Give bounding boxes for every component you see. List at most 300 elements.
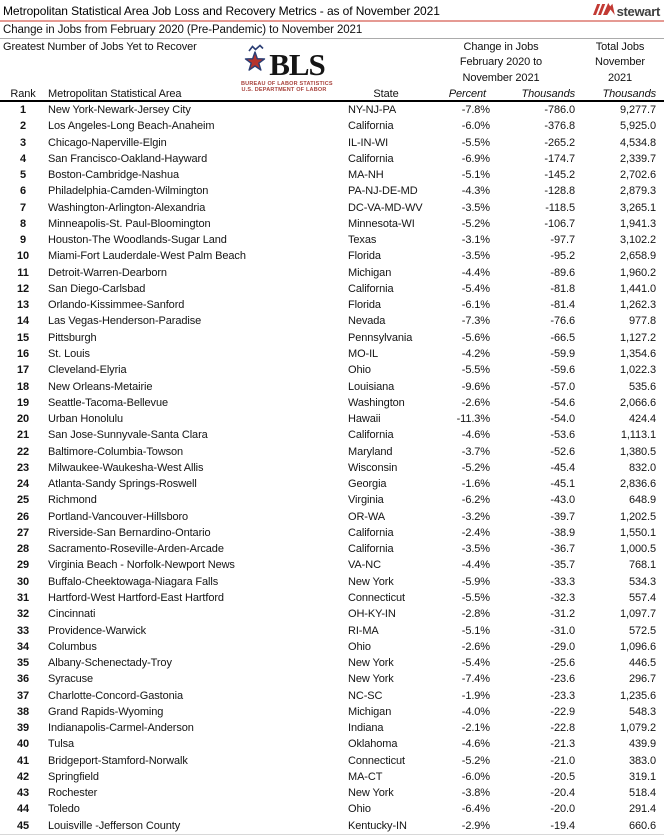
total-cell: 548.3 bbox=[628, 705, 656, 718]
rank-cell: 29 bbox=[16, 559, 30, 572]
thousands-cell: -39.7 bbox=[550, 510, 575, 523]
percent-cell: -2.1% bbox=[461, 722, 490, 735]
table-row bbox=[0, 444, 664, 460]
total-cell: 9,277.7 bbox=[619, 104, 656, 116]
table-row bbox=[0, 101, 664, 118]
rank-cell: 2 bbox=[19, 120, 27, 133]
percent-cell: -4.6% bbox=[461, 429, 490, 442]
rank-cell: 28 bbox=[16, 543, 30, 556]
state-cell: Minnesota-WI bbox=[348, 217, 415, 230]
msa-cell: Orlando-Kissimmee-Sanford bbox=[48, 299, 185, 312]
total-cell: 3,102.2 bbox=[619, 234, 656, 247]
state-cell: Michigan bbox=[348, 705, 392, 718]
thousands-cell: -265.2 bbox=[544, 136, 575, 149]
percent-cell: -4.0% bbox=[461, 705, 490, 718]
column-header-row bbox=[0, 86, 664, 101]
state-cell: California bbox=[348, 282, 394, 295]
msa-cell: Chicago-Naperville-Elgin bbox=[48, 136, 167, 149]
total-cell: 439.9 bbox=[628, 738, 656, 751]
state-cell: Virginia bbox=[348, 494, 384, 507]
table-header-zone bbox=[0, 39, 664, 93]
msa-cell: Atlanta-Sandy Springs-Roswell bbox=[48, 478, 197, 491]
msa-cell: Bridgeport-Stamford-Norwalk bbox=[48, 754, 188, 767]
state-cell: New York bbox=[348, 673, 394, 686]
thousands-cell: -19.4 bbox=[550, 819, 575, 832]
state-cell: RI-MA bbox=[348, 624, 379, 637]
msa-cell: Indianapolis-Carmel-Anderson bbox=[48, 722, 194, 735]
rank-cell: 6 bbox=[19, 185, 27, 198]
table-row bbox=[0, 379, 664, 395]
thousands-cell: -81.8 bbox=[550, 282, 575, 295]
total-cell: 2,339.7 bbox=[619, 152, 656, 165]
state-cell: NY-NJ-PA bbox=[348, 104, 397, 116]
rank-cell: 25 bbox=[16, 494, 30, 507]
state-cell: New York bbox=[348, 657, 394, 670]
percent-cell: -5.2% bbox=[461, 217, 490, 230]
thousands-cell: -29.0 bbox=[550, 640, 575, 653]
state-cell: Hawaii bbox=[348, 413, 381, 426]
total-group-line1: Total Jobs bbox=[595, 41, 645, 53]
msa-cell: St. Louis bbox=[48, 347, 90, 360]
thousands-cell: -43.0 bbox=[550, 494, 575, 507]
total-cell: 319.1 bbox=[628, 770, 656, 783]
state-cell: New York bbox=[348, 787, 394, 800]
msa-cell: Seattle-Tacoma-Bellevue bbox=[48, 396, 168, 409]
total-cell: 572.5 bbox=[628, 624, 656, 637]
thousands-cell: -32.3 bbox=[550, 591, 575, 604]
percent-cell: -5.2% bbox=[461, 461, 490, 474]
state-cell: California bbox=[348, 526, 394, 539]
thousands-cell: -35.7 bbox=[550, 559, 575, 572]
msa-cell: San Jose-Sunnyvale-Santa Clara bbox=[48, 429, 208, 442]
thousands-cell: -118.5 bbox=[545, 201, 575, 214]
percent-cell: -7.8% bbox=[461, 104, 490, 116]
msa-cell: Cleveland-Elyria bbox=[48, 364, 127, 377]
report-subtitle-2: Greatest Number of Jobs Yet to Recover bbox=[3, 41, 197, 53]
percent-cell: -3.1% bbox=[461, 234, 490, 247]
percent-cell: -3.7% bbox=[461, 445, 490, 458]
thousands-cell: -38.9 bbox=[550, 526, 575, 539]
total-cell: 383.0 bbox=[628, 754, 656, 767]
table-row bbox=[0, 395, 664, 411]
bls-captions bbox=[241, 81, 333, 93]
table-row bbox=[0, 346, 664, 362]
table-row bbox=[0, 248, 664, 264]
percent-cell: -6.0% bbox=[461, 120, 490, 133]
table-row bbox=[0, 362, 664, 378]
state-cell: Maryland bbox=[348, 445, 393, 458]
thousands-cell: -20.0 bbox=[550, 803, 575, 816]
total-cell: 1,079.2 bbox=[619, 722, 656, 735]
bls-caption-line1: BUREAU OF LABOR STATISTICS bbox=[241, 81, 333, 87]
rank-cell: 35 bbox=[16, 657, 30, 670]
rank-cell: 23 bbox=[16, 461, 30, 474]
percent-column-header: Percent bbox=[448, 88, 486, 100]
total-cell: 518.4 bbox=[628, 787, 656, 800]
thousands-cell: -31.0 bbox=[550, 624, 575, 637]
percent-cell: -6.1% bbox=[461, 299, 490, 312]
rank-cell: 8 bbox=[19, 217, 27, 230]
percent-cell: -3.5% bbox=[461, 543, 490, 556]
msa-cell: Portland-Vancouver-Hillsboro bbox=[48, 510, 189, 523]
state-cell: California bbox=[348, 152, 394, 165]
msa-cell: Las Vegas-Henderson-Paradise bbox=[48, 315, 202, 328]
msa-cell: Philadelphia-Camden-Wilmington bbox=[48, 185, 209, 198]
rank-cell: 1 bbox=[19, 104, 27, 116]
percent-cell: -7.3% bbox=[461, 315, 490, 328]
state-cell: Texas bbox=[348, 234, 377, 247]
msa-cell: Virginia Beach - Norfolk-Newport News bbox=[48, 559, 235, 572]
msa-cell: New Orleans-Metairie bbox=[48, 380, 153, 393]
thousands-cell: -31.2 bbox=[550, 608, 575, 621]
state-cell: Ohio bbox=[348, 364, 371, 377]
percent-cell: -2.8% bbox=[461, 608, 490, 621]
msa-cell: Richmond bbox=[48, 494, 97, 507]
rank-cell: 45 bbox=[16, 819, 30, 832]
bls-acronym: BLS bbox=[269, 47, 325, 82]
title-bar bbox=[0, 0, 664, 22]
thousands-cell: -57.0 bbox=[550, 380, 575, 393]
state-cell: PA-NJ-DE-MD bbox=[348, 185, 418, 198]
thousands-cell: -22.8 bbox=[550, 722, 575, 735]
total-cell: 1,022.3 bbox=[619, 364, 656, 377]
total-cell: 768.1 bbox=[628, 559, 656, 572]
table-row bbox=[0, 541, 664, 557]
msa-cell: Louisville -Jefferson County bbox=[48, 819, 181, 832]
percent-cell: -3.5% bbox=[461, 250, 490, 263]
thousands-cell: -20.5 bbox=[550, 770, 575, 783]
state-cell: New York bbox=[348, 575, 394, 588]
rank-cell: 17 bbox=[16, 364, 30, 377]
table-row bbox=[0, 216, 664, 232]
table-row bbox=[0, 183, 664, 199]
thousands-cell: -23.3 bbox=[550, 689, 575, 702]
table-row bbox=[0, 509, 664, 525]
percent-cell: -4.4% bbox=[461, 266, 490, 279]
total-cell: 1,262.3 bbox=[619, 299, 656, 312]
rank-cell: 22 bbox=[16, 445, 30, 458]
report-subtitle-1: Change in Jobs from February 2020 (Pre-Pandemic) to November 2021 bbox=[0, 22, 664, 39]
state-cell: Ohio bbox=[348, 640, 371, 653]
change-group-line2: February 2020 to bbox=[459, 56, 543, 69]
rank-cell: 13 bbox=[16, 299, 30, 312]
table-row bbox=[0, 411, 664, 427]
rank-cell: 43 bbox=[16, 787, 30, 800]
msa-cell: Syracuse bbox=[48, 673, 94, 686]
table-row bbox=[0, 704, 664, 720]
percent-cell: -5.4% bbox=[461, 282, 490, 295]
thousands-cell: -23.6 bbox=[550, 673, 575, 686]
state-cell: Michigan bbox=[348, 266, 392, 279]
state-cell: Indiana bbox=[348, 722, 384, 735]
rank-cell: 41 bbox=[16, 754, 30, 767]
rank-cell: 10 bbox=[16, 250, 30, 263]
state-cell: Ohio bbox=[348, 803, 371, 816]
thousands-cell: -97.7 bbox=[550, 234, 575, 247]
percent-cell: -3.5% bbox=[461, 201, 490, 214]
rank-cell: 42 bbox=[16, 770, 30, 783]
rank-cell: 7 bbox=[19, 201, 27, 214]
msa-cell: Springfield bbox=[48, 770, 99, 783]
rank-cell: 34 bbox=[16, 640, 30, 653]
thousands-cell: -45.4 bbox=[550, 461, 575, 474]
rank-cell: 14 bbox=[16, 315, 30, 328]
table-row bbox=[0, 492, 664, 508]
thousands-cell: -36.7 bbox=[550, 543, 575, 556]
table-row bbox=[0, 801, 664, 817]
table-row bbox=[0, 785, 664, 801]
msa-cell: Boston-Cambridge-Nashua bbox=[48, 169, 179, 182]
total-cell: 424.4 bbox=[628, 413, 656, 426]
msa-cell: Minneapolis-St. Paul-Bloomington bbox=[48, 217, 211, 230]
state-cell: Kentucky-IN bbox=[348, 819, 407, 832]
table-row bbox=[0, 297, 664, 313]
table-row bbox=[0, 232, 664, 248]
total-cell: 446.5 bbox=[628, 657, 656, 670]
total-cell: 1,096.6 bbox=[619, 640, 656, 653]
thousands-cell: -21.0 bbox=[550, 754, 575, 767]
bls-logo bbox=[241, 44, 333, 93]
table-row bbox=[0, 313, 664, 329]
state-cell: VA-NC bbox=[348, 559, 381, 572]
thousands-cell: -76.6 bbox=[550, 315, 575, 328]
rank-cell: 30 bbox=[16, 575, 30, 588]
rank-cell: 36 bbox=[16, 673, 30, 686]
msa-column-header: Metropolitan Statistical Area bbox=[48, 88, 182, 100]
total-group-line3: 2021 bbox=[607, 71, 633, 84]
rank-cell: 33 bbox=[16, 624, 30, 637]
rank-cell: 39 bbox=[16, 722, 30, 735]
total-cell: 648.9 bbox=[628, 494, 656, 507]
thousands-cell: -53.6 bbox=[550, 429, 575, 442]
total-cell: 1,097.7 bbox=[619, 608, 656, 621]
state-cell: Connecticut bbox=[348, 591, 405, 604]
rank-cell: 4 bbox=[19, 152, 27, 165]
rank-cell: 12 bbox=[16, 282, 30, 295]
thousands-cell: -25.6 bbox=[550, 657, 575, 670]
state-cell: MO-IL bbox=[348, 347, 379, 360]
state-cell: Oklahoma bbox=[348, 738, 398, 751]
total-cell: 557.4 bbox=[628, 591, 656, 604]
total-cell: 1,235.6 bbox=[619, 689, 656, 702]
rank-column-header: Rank bbox=[10, 88, 36, 100]
rank-cell: 31 bbox=[16, 591, 30, 604]
total-cell: 2,836.6 bbox=[619, 478, 656, 491]
table-row bbox=[0, 281, 664, 297]
msa-cell: Baltimore-Columbia-Towson bbox=[48, 445, 184, 458]
total-thousands-column-header: Thousands bbox=[602, 88, 656, 100]
thousands-cell: -33.3 bbox=[550, 575, 575, 588]
msa-cell: Sacramento-Roseville-Arden-Arcade bbox=[48, 543, 224, 556]
total-cell: 2,702.6 bbox=[619, 169, 656, 182]
msa-cell: Grand Rapids-Wyoming bbox=[48, 705, 164, 718]
table-row bbox=[0, 135, 664, 151]
total-cell: 4,534.8 bbox=[619, 136, 656, 149]
msa-cell: Toledo bbox=[48, 803, 80, 816]
table-row bbox=[0, 736, 664, 752]
percent-cell: -7.4% bbox=[461, 673, 490, 686]
state-cell: DC-VA-MD-WV bbox=[348, 201, 423, 214]
percent-cell: -2.4% bbox=[461, 526, 490, 539]
total-cell: 977.8 bbox=[628, 315, 656, 328]
rank-cell: 3 bbox=[19, 136, 27, 149]
state-cell: California bbox=[348, 429, 394, 442]
total-cell: 1,960.2 bbox=[619, 266, 656, 279]
rank-cell: 27 bbox=[16, 526, 30, 539]
msa-job-loss-table bbox=[0, 86, 664, 835]
percent-cell: -2.9% bbox=[461, 819, 490, 832]
table-row bbox=[0, 265, 664, 281]
percent-cell: -4.2% bbox=[461, 347, 490, 360]
total-cell: 2,879.3 bbox=[619, 185, 656, 198]
state-cell: California bbox=[348, 120, 394, 133]
msa-cell: Albany-Schenectady-Troy bbox=[48, 657, 172, 670]
percent-cell: -6.4% bbox=[461, 803, 490, 816]
total-cell: 3,265.1 bbox=[619, 201, 656, 214]
total-cell: 1,113.1 bbox=[620, 429, 656, 442]
percent-cell: -6.9% bbox=[461, 152, 490, 165]
msa-cell: Detroit-Warren-Dearborn bbox=[48, 266, 167, 279]
rank-cell: 38 bbox=[16, 705, 30, 718]
total-cell: 660.6 bbox=[628, 819, 656, 832]
thousands-cell: -81.4 bbox=[550, 299, 575, 312]
msa-cell: Columbus bbox=[48, 640, 97, 653]
total-cell: 2,658.9 bbox=[619, 250, 656, 263]
percent-cell: -6.0% bbox=[461, 770, 490, 783]
rank-cell: 21 bbox=[16, 429, 30, 442]
total-cell: 832.0 bbox=[628, 461, 656, 474]
rank-cell: 9 bbox=[19, 234, 27, 247]
thousands-column-header: Thousands bbox=[521, 88, 575, 100]
total-cell: 1,380.5 bbox=[619, 445, 656, 458]
table-row bbox=[0, 557, 664, 573]
stewart-logo-text: stewart bbox=[616, 3, 660, 19]
percent-cell: -5.5% bbox=[461, 364, 490, 377]
thousands-cell: -59.6 bbox=[550, 364, 575, 377]
state-cell: California bbox=[348, 543, 394, 556]
total-cell: 1,550.1 bbox=[619, 526, 656, 539]
thousands-cell: -21.3 bbox=[550, 738, 575, 751]
table-row bbox=[0, 606, 664, 622]
state-cell: Pennsylvania bbox=[348, 331, 413, 344]
percent-cell: -5.2% bbox=[461, 754, 490, 767]
msa-cell: Pittsburgh bbox=[48, 331, 97, 344]
thousands-cell: -786.0 bbox=[544, 104, 575, 116]
percent-cell: -4.3% bbox=[461, 185, 490, 198]
percent-cell: -6.2% bbox=[461, 494, 490, 507]
table-row bbox=[0, 476, 664, 492]
table-body bbox=[0, 101, 664, 834]
table-row bbox=[0, 720, 664, 736]
thousands-cell: -95.2 bbox=[550, 250, 575, 263]
thousands-cell: -89.6 bbox=[550, 266, 575, 279]
total-cell: 1,441.0 bbox=[619, 282, 656, 295]
rank-cell: 16 bbox=[16, 347, 30, 360]
state-cell: MA-CT bbox=[348, 770, 383, 783]
state-cell: Connecticut bbox=[348, 754, 405, 767]
table-row bbox=[0, 167, 664, 183]
percent-cell: -4.4% bbox=[461, 559, 490, 572]
total-cell: 1,354.6 bbox=[619, 347, 656, 360]
table-row bbox=[0, 623, 664, 639]
state-cell: OR-WA bbox=[348, 510, 385, 523]
table-row bbox=[0, 118, 664, 134]
total-jobs-group-header bbox=[580, 40, 660, 86]
rank-cell: 15 bbox=[16, 331, 30, 344]
total-cell: 1,941.3 bbox=[619, 217, 656, 230]
msa-cell: Buffalo-Cheektowaga-Niagara Falls bbox=[48, 575, 219, 588]
total-cell: 5,925.0 bbox=[619, 120, 656, 133]
change-group-line3: November 2021 bbox=[462, 71, 540, 84]
msa-cell: Rochester bbox=[48, 787, 98, 800]
percent-cell: -5.9% bbox=[461, 575, 490, 588]
change-in-jobs-group-header bbox=[424, 40, 578, 86]
percent-cell: -11.3% bbox=[456, 413, 490, 426]
percent-cell: -3.8% bbox=[461, 787, 490, 800]
msa-cell: Los Angeles-Long Beach-Anaheim bbox=[48, 120, 215, 133]
msa-cell: Tulsa bbox=[48, 738, 74, 751]
msa-cell: Houston-The Woodlands-Sugar Land bbox=[48, 234, 227, 247]
percent-cell: -5.4% bbox=[461, 657, 490, 670]
msa-cell: San Francisco-Oakland-Hayward bbox=[48, 152, 208, 165]
table-row bbox=[0, 525, 664, 541]
table-row bbox=[0, 330, 664, 346]
percent-cell: -1.6% bbox=[461, 478, 490, 491]
state-cell: Florida bbox=[348, 299, 381, 312]
rank-cell: 5 bbox=[19, 169, 27, 182]
percent-cell: -2.6% bbox=[461, 396, 490, 409]
msa-cell: New York-Newark-Jersey City bbox=[48, 104, 191, 116]
state-cell: Wisconsin bbox=[348, 461, 398, 474]
state-cell: Nevada bbox=[348, 315, 386, 328]
msa-cell: Riverside-San Bernardino-Ontario bbox=[48, 526, 211, 539]
table-row bbox=[0, 639, 664, 655]
msa-cell: Washington-Arlington-Alexandria bbox=[48, 201, 206, 214]
rank-cell: 24 bbox=[16, 478, 30, 491]
total-cell: 296.7 bbox=[628, 673, 656, 686]
total-cell: 1,127.2 bbox=[619, 331, 656, 344]
state-cell: OH-KY-IN bbox=[348, 608, 396, 621]
bls-star-icon bbox=[243, 44, 268, 80]
thousands-cell: -20.4 bbox=[550, 787, 575, 800]
percent-cell: -2.6% bbox=[461, 640, 490, 653]
msa-cell: Hartford-West Hartford-East Hartford bbox=[48, 591, 224, 604]
percent-cell: -5.1% bbox=[461, 169, 490, 182]
total-group-line2: November bbox=[595, 56, 645, 69]
rank-cell: 26 bbox=[16, 510, 30, 523]
thousands-cell: -174.7 bbox=[544, 152, 575, 165]
msa-cell: Miami-Fort Lauderdale-West Palm Beach bbox=[48, 250, 246, 263]
table-row bbox=[0, 590, 664, 606]
thousands-cell: -54.6 bbox=[550, 396, 575, 409]
table-row bbox=[0, 818, 664, 835]
thousands-cell: -52.6 bbox=[550, 445, 575, 458]
msa-cell: Providence-Warwick bbox=[48, 624, 147, 637]
total-cell: 2,066.6 bbox=[619, 396, 656, 409]
rank-cell: 11 bbox=[17, 266, 29, 279]
table-row bbox=[0, 151, 664, 167]
table-row bbox=[0, 671, 664, 687]
state-cell: Georgia bbox=[348, 478, 387, 491]
stewart-slashes-icon bbox=[593, 2, 615, 21]
percent-cell: -5.6% bbox=[461, 331, 490, 344]
rank-cell: 32 bbox=[16, 608, 30, 621]
percent-cell: -4.6% bbox=[461, 738, 490, 751]
rank-cell: 40 bbox=[16, 738, 30, 751]
thousands-cell: -66.5 bbox=[550, 331, 575, 344]
table-row bbox=[0, 688, 664, 704]
msa-cell: Charlotte-Concord-Gastonia bbox=[48, 689, 183, 702]
